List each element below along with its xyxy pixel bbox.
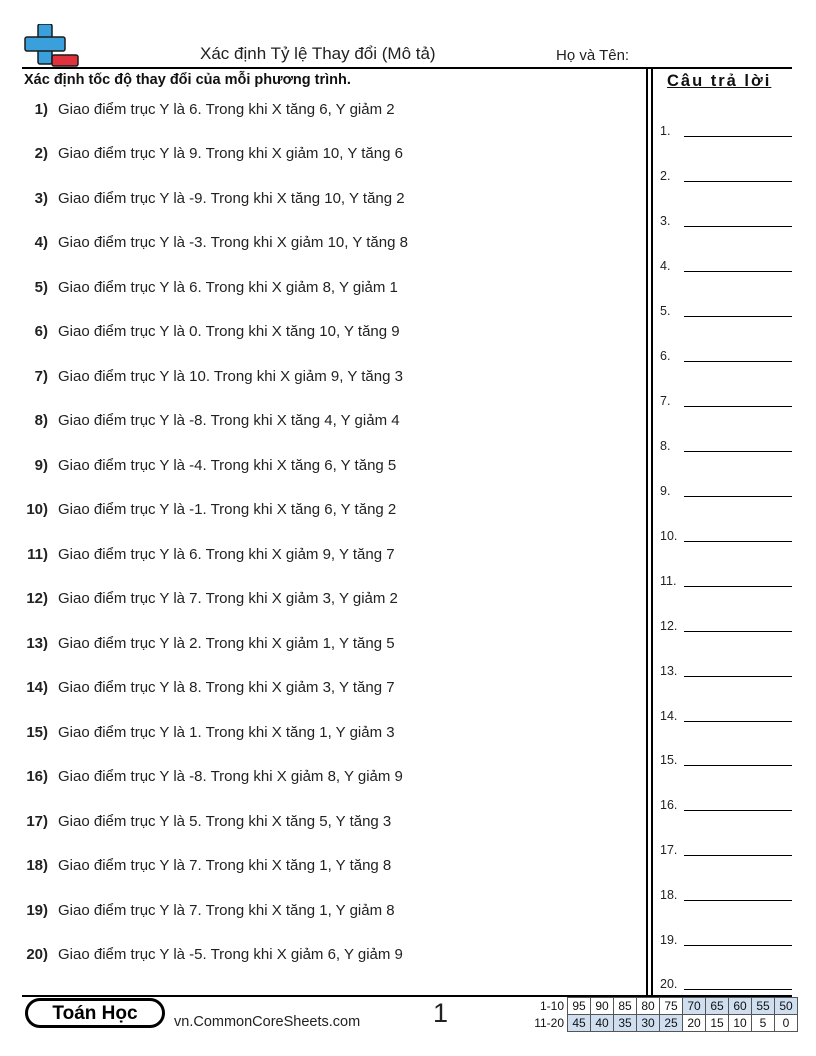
question-text: Giao điểm trục Y là 6. Trong khi X giảm 8, Y giảm 1 xyxy=(58,279,398,296)
score-row xyxy=(530,1015,798,1032)
answer-line[interactable] xyxy=(684,226,792,227)
answer-number: 18. xyxy=(660,888,678,902)
answer-line[interactable] xyxy=(684,765,792,766)
question-text: Giao điểm trục Y là -5. Trong khi X giảm 6, Y giảm 9 xyxy=(58,946,403,963)
question-number: 13) xyxy=(26,635,48,652)
answer-number: 7. xyxy=(660,394,671,408)
question-text: Giao điểm trục Y là -4. Trong khi X tăng 6, Y tăng 5 xyxy=(58,457,397,474)
answer-line[interactable] xyxy=(684,631,792,632)
answer-number: 16. xyxy=(660,798,678,812)
score-cell: 55 xyxy=(752,998,775,1015)
question-text: Giao điểm trục Y là 6. Trong khi X giảm 9, Y tăng 7 xyxy=(58,546,395,563)
question-text: Giao điểm trục Y là 5. Trong khi X tăng 5, Y tăng 3 xyxy=(58,813,392,830)
answer-line[interactable] xyxy=(684,855,792,856)
question-number: 7) xyxy=(34,368,48,385)
answer-number: 1. xyxy=(660,124,671,138)
answer-line[interactable] xyxy=(684,810,792,811)
answer-line[interactable] xyxy=(684,496,792,497)
question-text: Giao điểm trục Y là 9. Trong khi X giảm 10, Y tăng 6 xyxy=(58,145,403,162)
question-text: Giao điểm trục Y là -8. Trong khi X giảm 8, Y giảm 9 xyxy=(58,768,403,785)
answer-number: 19. xyxy=(660,933,678,947)
header-divider xyxy=(22,67,792,69)
score-cell: 10 xyxy=(729,1015,752,1032)
question-text: Giao điểm trục Y là 1. Trong khi X tăng 1, Y giảm 3 xyxy=(58,724,395,741)
question-text: Giao điểm trục Y là 2. Trong khi X giảm 1, Y tăng 5 xyxy=(58,635,395,652)
answer-line[interactable] xyxy=(684,406,792,407)
score-cell: 40 xyxy=(591,1015,614,1032)
question-text: Giao điểm trục Y là -8. Trong khi X tăng 4, Y giảm 4 xyxy=(58,412,400,429)
question-number: 3) xyxy=(34,190,48,207)
score-cell: 15 xyxy=(706,1015,729,1032)
instructions: Xác định tốc độ thay đổi của mỗi phương trình. xyxy=(24,72,351,88)
score-cell: 80 xyxy=(637,998,660,1015)
answer-number: 20. xyxy=(660,977,678,991)
question-number: 16) xyxy=(26,768,48,785)
question-number: 8) xyxy=(34,412,48,429)
question-text: Giao điểm trục Y là 6. Trong khi X tăng 6, Y giảm 2 xyxy=(58,101,395,118)
answer-number: 4. xyxy=(660,259,671,273)
name-label: Họ và Tên: xyxy=(556,47,630,64)
answer-number: 8. xyxy=(660,439,671,453)
answer-number: 6. xyxy=(660,349,671,363)
answer-line[interactable] xyxy=(684,721,792,722)
score-cell: 30 xyxy=(637,1015,660,1032)
answer-number: 15. xyxy=(660,753,678,767)
answer-line[interactable] xyxy=(684,316,792,317)
score-cell: 35 xyxy=(614,1015,637,1032)
answer-line[interactable] xyxy=(684,361,792,362)
column-divider xyxy=(646,68,648,996)
answer-line[interactable] xyxy=(684,136,792,137)
question-number: 5) xyxy=(34,279,48,296)
question-text: Giao điểm trục Y là 10. Trong khi X giảm 9, Y tăng 3 xyxy=(58,368,403,385)
question-text: Giao điểm trục Y là 7. Trong khi X tăng 1, Y tăng 8 xyxy=(58,857,392,874)
answer-line[interactable] xyxy=(684,451,792,452)
question-number: 6) xyxy=(34,323,48,340)
score-cell: 75 xyxy=(660,998,683,1015)
answer-line[interactable] xyxy=(684,900,792,901)
question-number: 10) xyxy=(26,501,48,518)
question-number: 12) xyxy=(26,590,48,607)
question-number: 17) xyxy=(26,813,48,830)
score-cell: 95 xyxy=(568,998,591,1015)
column-divider xyxy=(651,68,653,996)
brand-badge: Toán Học xyxy=(25,998,165,1028)
score-cell: 60 xyxy=(729,998,752,1015)
answer-line[interactable] xyxy=(684,989,792,990)
answer-line[interactable] xyxy=(684,676,792,677)
score-cell: 45 xyxy=(568,1015,591,1032)
score-cell: 20 xyxy=(683,1015,706,1032)
score-row xyxy=(530,998,798,1015)
answer-number: 9. xyxy=(660,484,671,498)
score-cell: 70 xyxy=(683,998,706,1015)
page-number: 1 xyxy=(433,998,449,1028)
worksheet-title: Xác định Tỷ lệ Thay đổi (Mô tả) xyxy=(200,44,436,63)
answer-line[interactable] xyxy=(684,541,792,542)
answer-number: 5. xyxy=(660,304,671,318)
score-cell: 90 xyxy=(591,998,614,1015)
question-number: 11) xyxy=(27,546,48,563)
answer-number: 17. xyxy=(660,843,678,857)
question-number: 2) xyxy=(34,145,48,162)
score-cell: 0 xyxy=(775,1015,798,1032)
question-number: 1) xyxy=(34,101,48,118)
question-text: Giao điểm trục Y là -9. Trong khi X tăng 10, Y tăng 2 xyxy=(58,190,405,207)
question-number: 4) xyxy=(34,234,48,251)
score-cell: 85 xyxy=(614,998,637,1015)
question-number: 18) xyxy=(26,857,48,874)
score-cell: 25 xyxy=(660,1015,683,1032)
answers-heading: Câu trả lời xyxy=(667,72,772,90)
score-cell: 65 xyxy=(706,998,729,1015)
answer-number: 2. xyxy=(660,169,671,183)
question-number: 19) xyxy=(26,902,48,919)
question-number: 15) xyxy=(26,724,48,741)
question-text: Giao điểm trục Y là -3. Trong khi X giảm 10, Y tăng 8 xyxy=(58,234,408,251)
answer-number: 13. xyxy=(660,664,678,678)
question-text: Giao điểm trục Y là 7. Trong khi X giảm 3, Y giảm 2 xyxy=(58,590,398,607)
score-cell: 5 xyxy=(752,1015,775,1032)
score-cell: 50 xyxy=(775,998,798,1015)
score-row-label: 1-10 xyxy=(539,999,564,1013)
score-table xyxy=(530,997,798,1032)
question-text: Giao điểm trục Y là 0. Trong khi X tăng 10, Y tăng 9 xyxy=(58,323,400,340)
question-number: 20) xyxy=(26,946,48,963)
question-number: 14) xyxy=(26,679,48,696)
plus-minus-logo-icon xyxy=(24,24,80,70)
site-url: vn.CommonCoreSheets.com xyxy=(174,1014,361,1030)
answer-number: 11. xyxy=(660,574,677,588)
question-text: Giao điểm trục Y là 7. Trong khi X tăng 1, Y giảm 8 xyxy=(58,902,395,919)
answer-line[interactable] xyxy=(684,271,792,272)
question-number: 9) xyxy=(34,457,48,474)
score-row-label: 11-20 xyxy=(534,1016,564,1030)
answer-number: 14. xyxy=(660,709,678,723)
answer-line[interactable] xyxy=(684,945,792,946)
answer-number: 10. xyxy=(660,529,678,543)
answer-number: 12. xyxy=(660,619,678,633)
answer-line[interactable] xyxy=(684,586,792,587)
question-text: Giao điểm trục Y là -1. Trong khi X tăng 6, Y tăng 2 xyxy=(58,501,397,518)
question-text: Giao điểm trục Y là 8. Trong khi X giảm 3, Y tăng 7 xyxy=(58,679,395,696)
answer-number: 3. xyxy=(660,214,671,228)
answer-line[interactable] xyxy=(684,181,792,182)
